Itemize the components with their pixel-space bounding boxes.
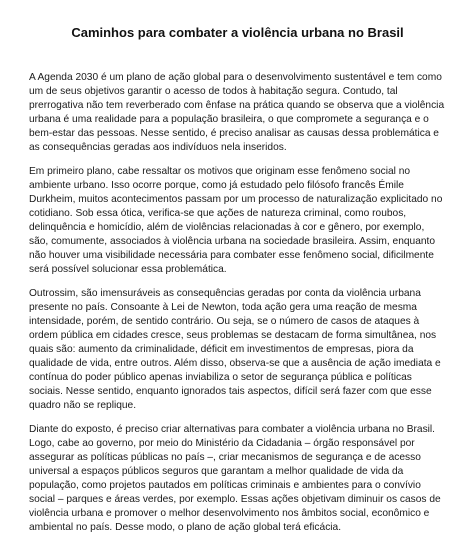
paragraph-conclusion: Diante do exposto, é preciso criar alternativas para combater a violência urbana no Brasil. Logo, cabe ao governo, por meio do Ministério da Cidadania – órgão responsável por assegurar as políticas públicas no país –, criar mecanismos de segurança e de acesso universal a espaços públicos seguros que garantam a melhor qualidade de vida da população, como projetos pautados em políticas criminais e ambientes para o convívio social – parques e áreas verdes, por exemplo. Essas ações objetivam diminuir os casos de violência urbana e promover o melhor desenvolvimento nos âmbitos social, econômico e ambiental no país. Desse modo, o plano de ação global terá eficácia. [29, 424, 441, 533]
paragraph-development-1: Em primeiro plano, cabe ressaltar os motivos que originam esse fenômeno social no ambiente urbano. Isso ocorre porque, como já estudado pelo filósofo francês Émile Durkheim, muitos acontecimentos passam por um processo de naturalização explicitado no cotidiano. Sob essa ótica, verifica-se que ações de natureza criminal, como roubos, delinquência e homicídio, além de violências relacionadas à cor e gênero, por exemplo, são, comumente, associados à violência urbana na sociedade brasileira. Assim, enquanto não houver uma visibilidade necessária para combater esse fenômeno social, dificilmente será possível solucionar essa problemática. [29, 166, 443, 275]
paragraph-development-2: Outrossim, são imensuráveis as consequências geradas por conta da violência urbana presente no país. Consoante à Lei de Newton, toda ação gera uma reação de mesma intensidade, porém, de sentido contrário. Ou seja, se o número de casos de ataques à ordem pública em cidades cresce, seus problemas se destacam de forma simultânea, nos quais são: aumento da criminalidade, déficit em investimentos de empresas, piora da qualidade de vida, entre outros. Além disso, observa-se que a ausência de ação imediata e contínua do poder público apenas inviabiliza o setor de segurança pública e políticas sociais. Nesse sentido, enquanto ignorados tais aspectos, difícil será fazer com que esse quadro não se replique. [29, 288, 441, 411]
document-title: Caminhos para combater a violência urbana no Brasil [71, 25, 404, 40]
paragraph-introduction: A Agenda 2030 é um plano de ação global para o desenvolvimento sustentável e tem como um de seus objetivos garantir o acesso de todos à habitação segura. Contudo, tal prerrogativa não tem reverberado com ênfase na prática quando se observa que a violência urbana é uma realidade para a população brasileira, o que compromete a segurança e o bem-estar das pessoas. Nesse sentido, é preciso analisar as causas dessa problemática e as consequências geradas aos indivíduos nela inseridos. [29, 72, 445, 153]
